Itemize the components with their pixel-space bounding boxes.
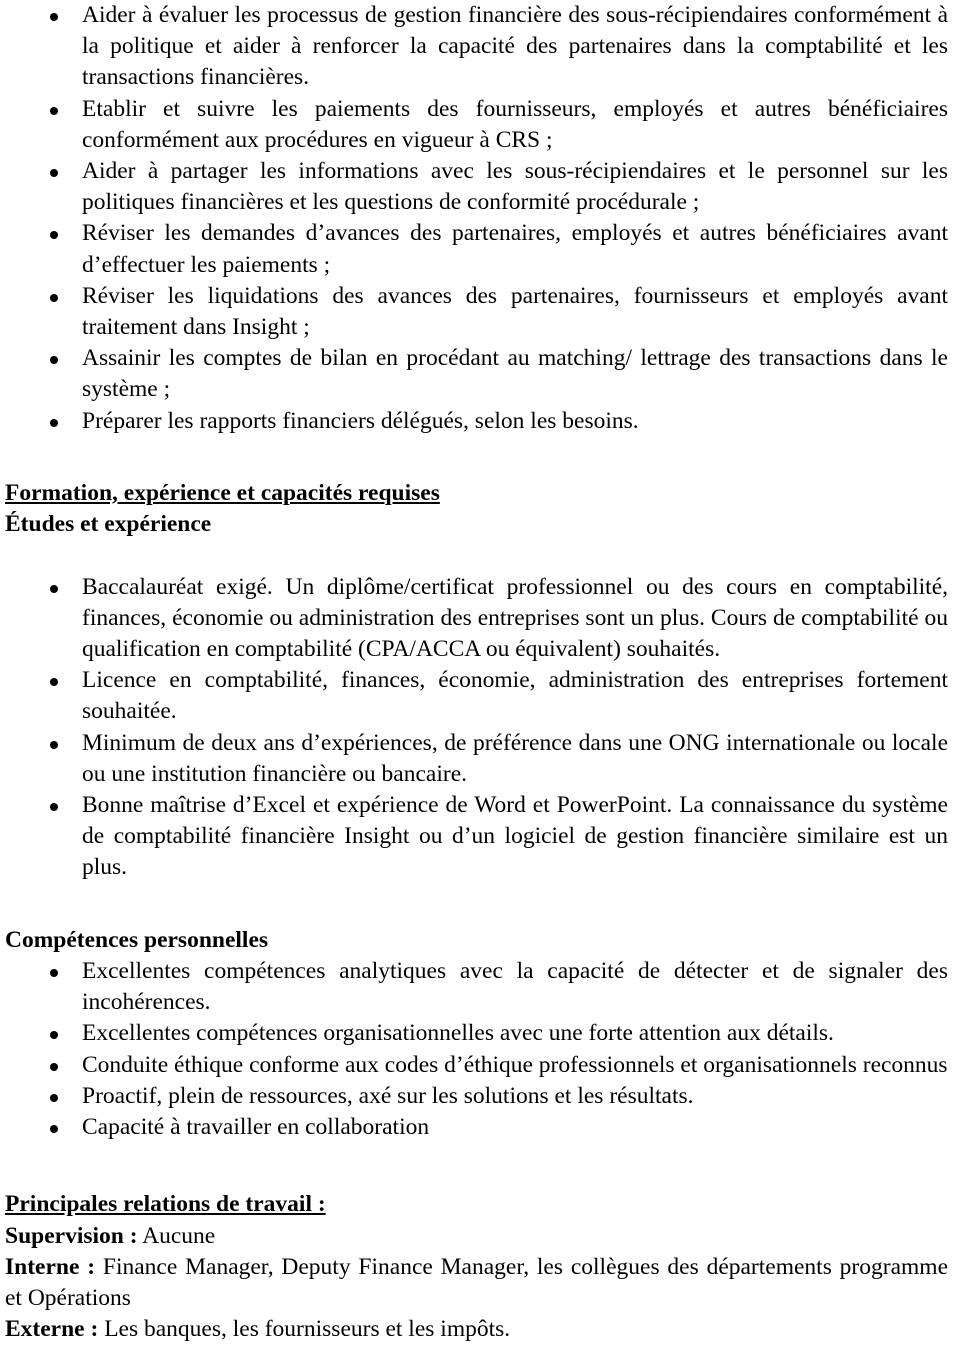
list-item bbox=[5, 0, 948, 94]
relation-value-externe: Les banques, les fournisseurs et les impôts. bbox=[104, 1316, 511, 1343]
list-item bbox=[5, 281, 948, 343]
relation-value-supervision: Aucune bbox=[142, 1222, 216, 1249]
list-item bbox=[5, 572, 948, 666]
qualifications-list bbox=[5, 572, 948, 884]
section-spacer bbox=[5, 1174, 948, 1189]
list-item-text: Excellentes compétences analytiques avec la capacité de détecter et de signaler des incohérences. bbox=[82, 958, 948, 1016]
section-heading-working-relationships: Principales relations de travail : bbox=[5, 1191, 326, 1218]
qualifications-heading-row bbox=[5, 478, 948, 509]
section-spacer bbox=[5, 915, 948, 925]
list-item-text: Proactif, plein de ressources, axé sur les solutions et les résultats. bbox=[82, 1082, 694, 1109]
relation-label-interne: Interne : bbox=[5, 1253, 96, 1280]
list-item-text: Conduite éthique conforme aux codes d’éthique professionnels et organisationnels reconnus bbox=[82, 1051, 948, 1078]
list-item bbox=[5, 343, 948, 405]
list-item-text: Minimum de deux ans d’expériences, de préférence dans une ONG internationale ou locale ou une institution financière ou bancaire. bbox=[82, 729, 948, 787]
list-item-text: Baccalauréat exigé. Un diplôme/certificat professionnel ou des cours en comptabilité, finances, économie ou administration des entreprises sont un plus. Cours de comptabilité ou qualification en comptabilité (CPA/ACCA ou équivalent) souhaités. bbox=[82, 573, 948, 663]
responsibilities-list bbox=[5, 0, 948, 437]
relation-supervision bbox=[5, 1221, 948, 1252]
relation-label-externe: Externe : bbox=[5, 1316, 99, 1343]
section-heading-qualifications: Formation, expérience et capacités requises bbox=[5, 480, 440, 507]
list-item-text: Aider à évaluer les processus de gestion financière des sous-récipiendaires conformément à la politique et aider à renforcer la capacité des partenaires dans la comptabilité et les transactions financières. bbox=[82, 2, 948, 91]
list-item bbox=[5, 156, 948, 218]
section-spacer bbox=[5, 468, 948, 478]
list-item bbox=[5, 218, 948, 280]
list-item-text: Préparer les rapports financiers délégués, selon les besoins. bbox=[82, 407, 639, 434]
list-item bbox=[5, 1050, 948, 1081]
personal-skills-list bbox=[5, 956, 948, 1143]
list-item-text: Capacité à travailler en collaboration bbox=[82, 1114, 430, 1141]
list-item-text: Aider à partager les informations avec les sous-récipiendaires et le personnel sur les politiques financières et les questions de conformité procédurale ; bbox=[82, 158, 948, 216]
section-spacer bbox=[5, 540, 948, 571]
list-item bbox=[5, 94, 948, 156]
section-heading-personal-skills: Compétences personnelles bbox=[5, 926, 269, 953]
section-spacer bbox=[5, 437, 948, 468]
list-item bbox=[5, 1112, 948, 1143]
list-item bbox=[5, 1081, 948, 1112]
relation-externe bbox=[5, 1314, 948, 1345]
list-item bbox=[5, 728, 948, 790]
list-item bbox=[5, 956, 948, 1018]
list-item-text: Réviser les liquidations des avances des partenaires, fournisseurs et employés avant traitement dans Insight ; bbox=[82, 282, 948, 341]
relation-value-interne: Finance Manager, Deputy Finance Manager, les collègues des départements programme et Opérations bbox=[5, 1253, 949, 1312]
list-item-text: Etablir et suivre les paiements des fournisseurs, employés et autres bénéficiaires conformément aux procédures en vigueur à CRS ; bbox=[82, 95, 948, 153]
list-item bbox=[5, 1018, 948, 1049]
list-item-text: Réviser les demandes d’avances des partenaires, employés et autres bénéficiaires avant d’effectuer les paiements ; bbox=[82, 220, 948, 278]
relations-heading-row bbox=[5, 1189, 948, 1220]
list-item bbox=[5, 406, 948, 437]
relation-interne bbox=[5, 1252, 948, 1314]
list-item-text: Excellentes compétences organisationnelles avec une forte attention aux détails. bbox=[82, 1020, 834, 1047]
list-item bbox=[5, 665, 948, 727]
relation-label-supervision: Supervision : bbox=[5, 1222, 138, 1249]
list-item-text: Licence en comptabilité, finances, économie, administration des entreprises fortement souhaitée. bbox=[82, 667, 948, 725]
section-spacer bbox=[5, 1143, 948, 1174]
list-item-text: Bonne maîtrise d’Excel et expérience de Word et PowerPoint. La connaissance du système de comptabilité financière Insight ou d’un logiciel de gestion financière similaire est un plus. bbox=[82, 792, 948, 881]
list-item bbox=[5, 790, 948, 884]
list-item-text: Assainir les comptes de bilan en procédant au matching/ lettrage des transactions dans le système ; bbox=[82, 345, 948, 403]
section-subheading-studies: Études et expérience bbox=[5, 511, 212, 538]
section-spacer bbox=[5, 884, 948, 915]
